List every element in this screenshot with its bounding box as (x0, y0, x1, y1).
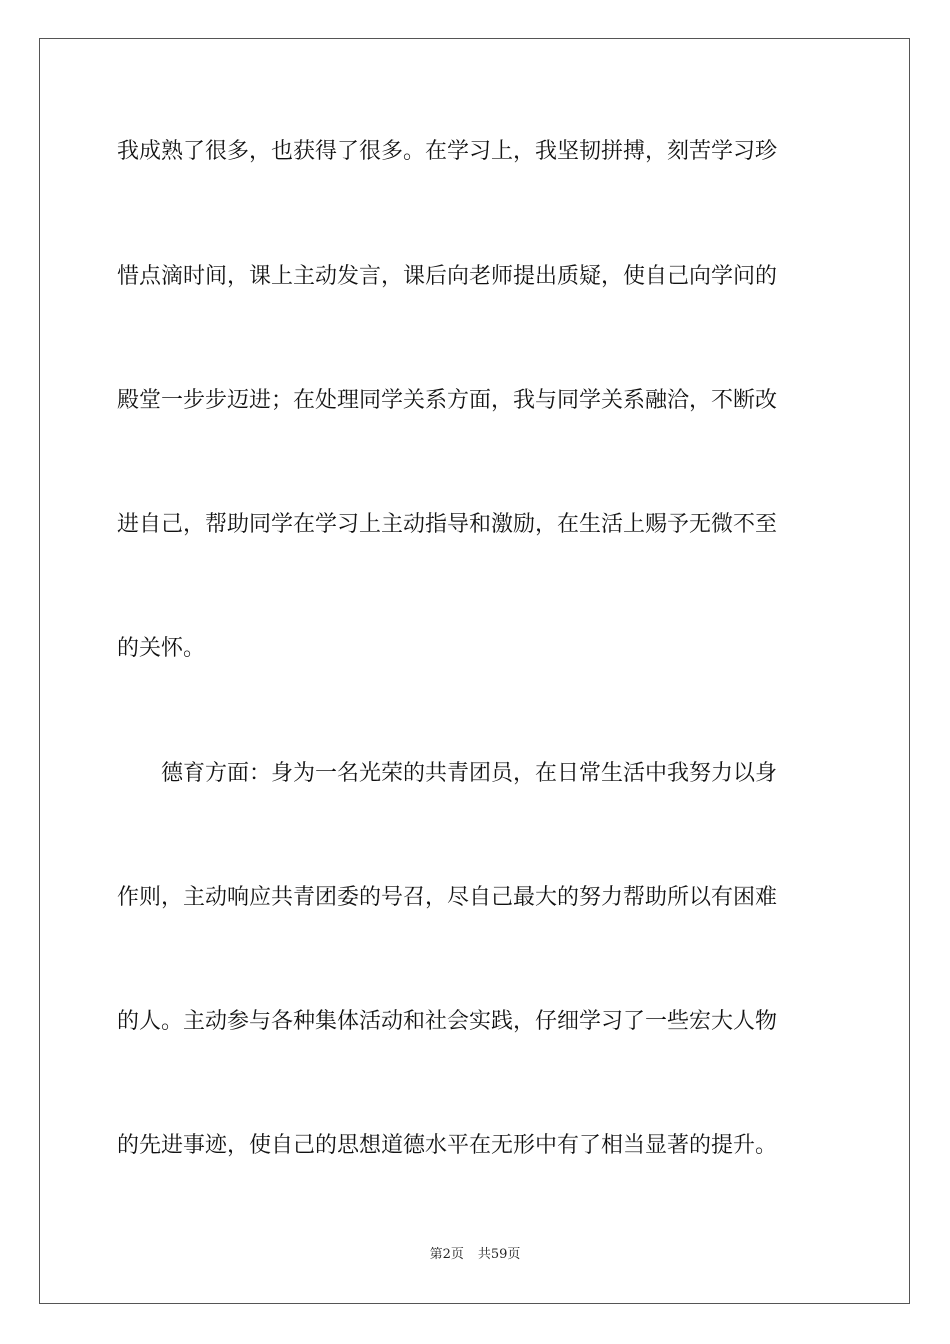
body-text-line: 我成熟了很多，也获得了很多。在学习上，我坚韧拼搏，刻苦学习珍 (117, 139, 778, 164)
current-page-label: 第2页 (429, 1247, 464, 1262)
page-footer (0, 1246, 950, 1264)
body-text-line: 殿堂一步步迈进；在处理同学关系方面，我与同学关系融洽，不断改 (117, 388, 778, 413)
paragraph-start-line: 德育方面：身为一名光荣的共青团员，在日常生活中我努力以身 (161, 761, 778, 786)
body-text-line: 作则，主动响应共青团委的号召，尽自己最大的努力帮助所以有困难 (117, 885, 778, 910)
body-text-line: 进自己，帮助同学在学习上主动指导和激励，在生活上赐予无微不至 (117, 512, 778, 537)
total-pages-label: 共59页 (477, 1247, 521, 1262)
body-text-line: 的关怀。 (117, 636, 206, 661)
body-text-line: 惜点滴时间，课上主动发言，课后向老师提出质疑，使自己向学问的 (117, 264, 778, 289)
body-text-line: 的先进事迹，使自己的思想道德水平在无形中有了相当显著的提升。 (117, 1133, 778, 1158)
body-text-line: 的人。主动参与各种集体活动和社会实践，仔细学习了一些宏大人物 (117, 1009, 778, 1034)
page-frame (39, 38, 910, 1304)
